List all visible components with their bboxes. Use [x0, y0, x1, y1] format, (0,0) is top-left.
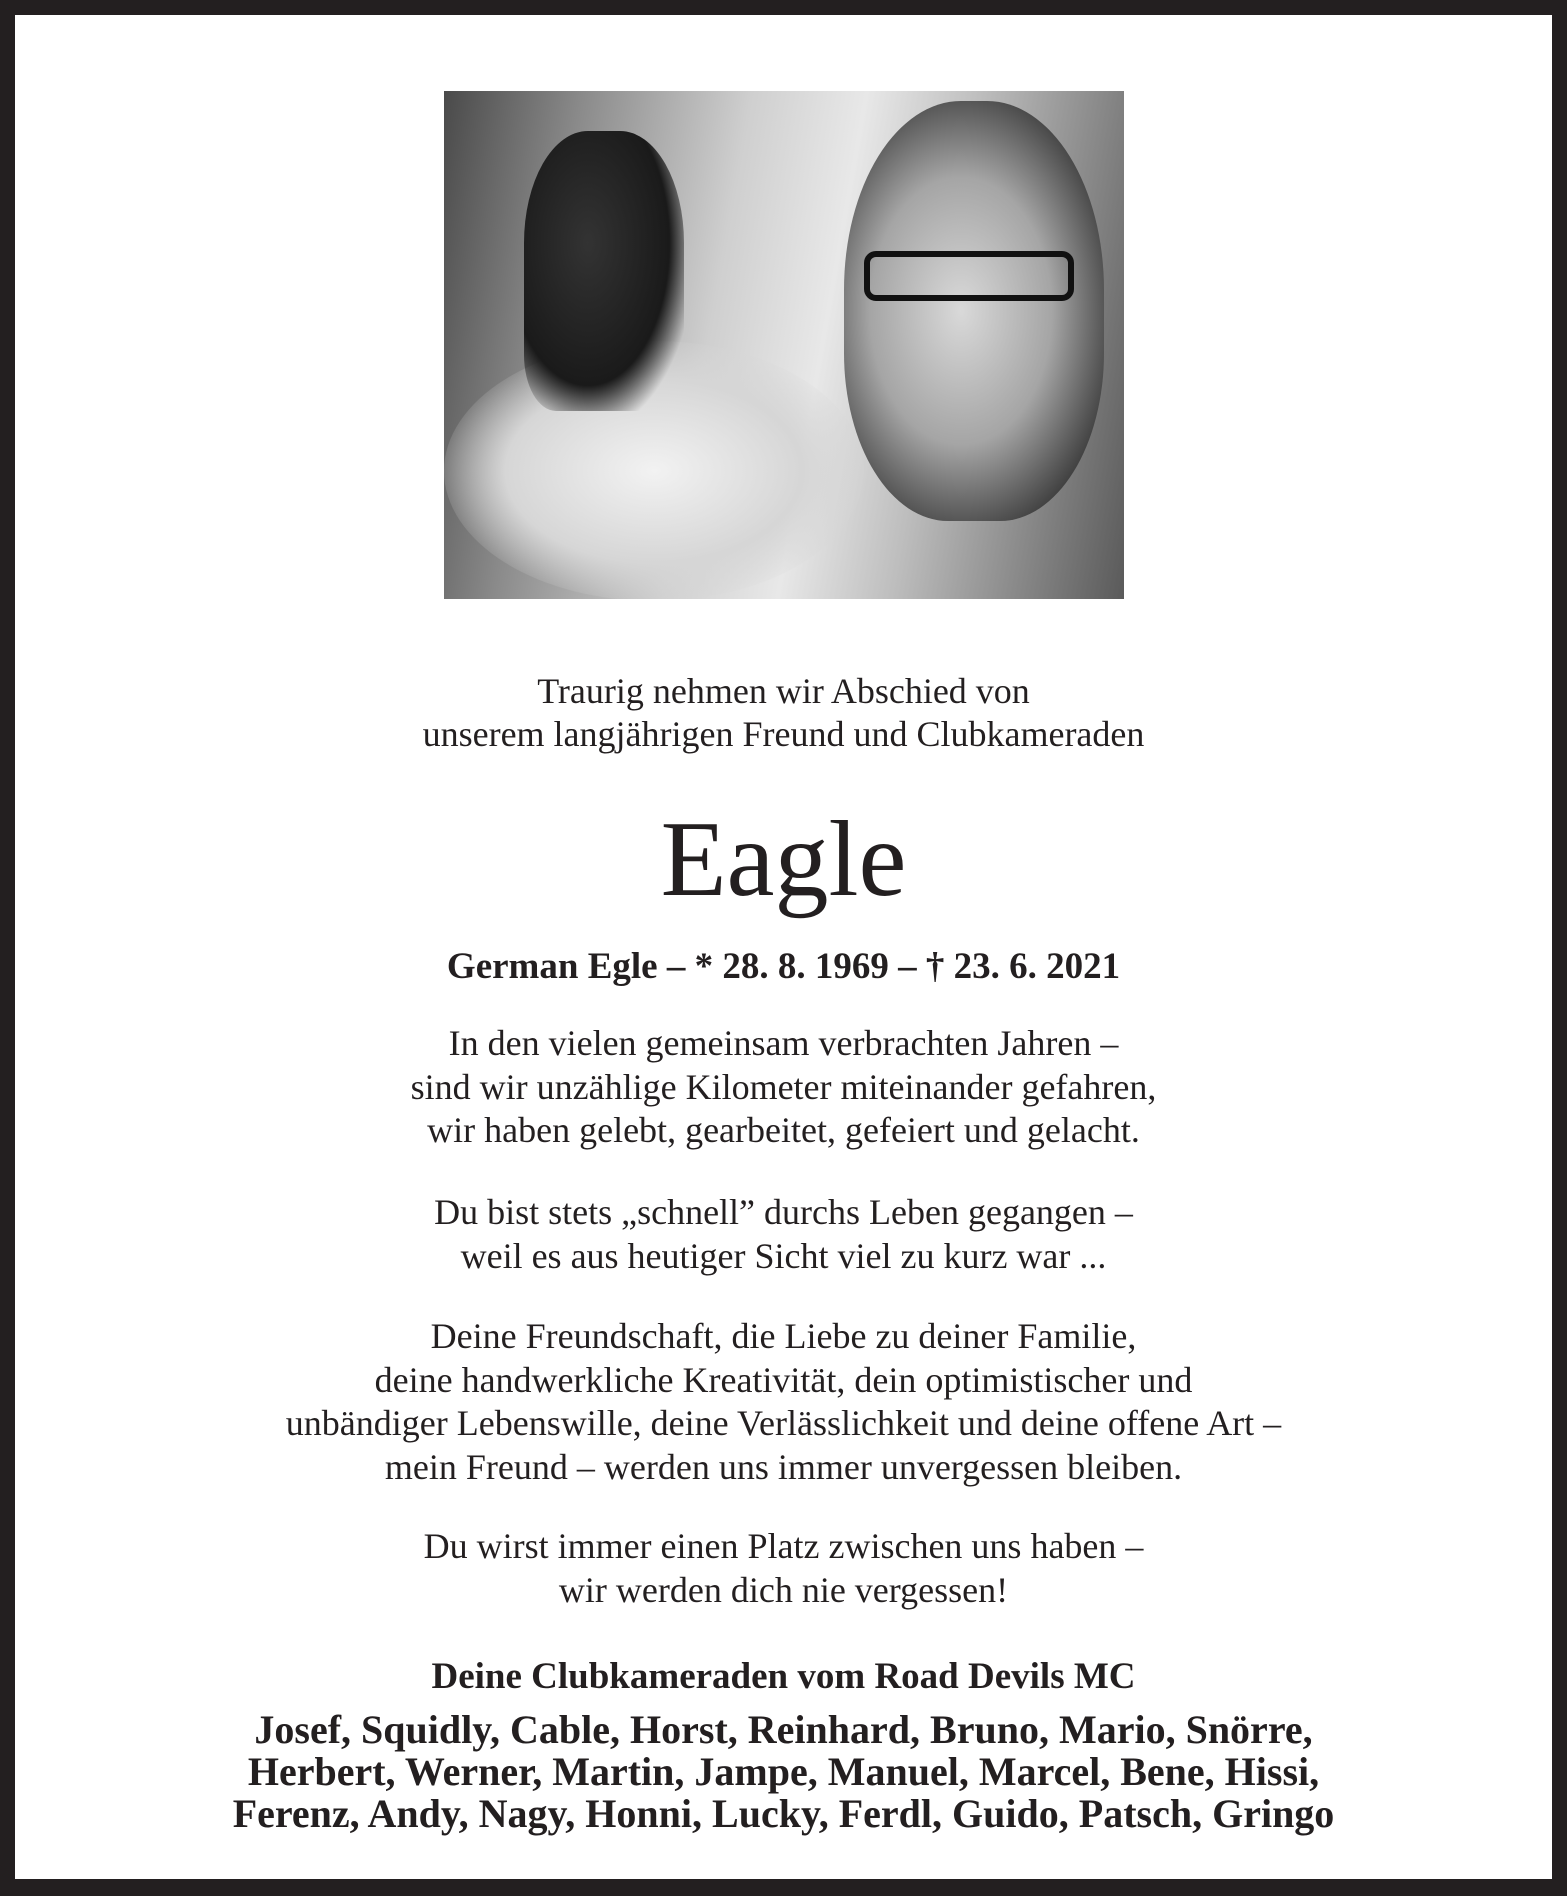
deceased-nickname: Eagle: [660, 800, 907, 919]
obituary-page: [15, 15, 1552, 1879]
signatory-names: [15, 1709, 1552, 1835]
glasses-shape: [864, 251, 1074, 301]
verse-line: In den vielen gemeinsam verbrachten Jahren –: [448, 1023, 1119, 1063]
verse-line: Du wirst immer einen Platz zwischen uns haben –: [423, 1526, 1144, 1566]
verse-line: mein Freund – werden uns immer unvergessen bleiben.: [384, 1446, 1183, 1487]
intro-text: [15, 670, 1552, 756]
intro-line: unserem langjährigen Freund und Clubkameraden: [422, 714, 1145, 754]
verse-line: Deine Freundschaft, die Liebe zu deiner Familie,: [430, 1316, 1137, 1356]
portrait-face-shape: [844, 101, 1104, 521]
names-line: Ferenz, Andy, Nagy, Honni, Lucky, Ferdl, Guido, Patsch, Gringo: [232, 1791, 1335, 1836]
deceased-name-dates: German Egle – * 28. 8. 1969 – † 23. 6. 2021: [446, 946, 1121, 987]
memorial-photo: [444, 91, 1124, 599]
verse-line: deine handwerkliche Kreativität, dein optimistischer und: [374, 1359, 1193, 1400]
names-line: Josef, Squidly, Cable, Horst, Reinhard, Bruno, Mario, Snörre,: [254, 1707, 1313, 1752]
stanza-3: [15, 1315, 1552, 1489]
verse-line: unbändiger Lebenswille, deine Verlässlichkeit und deine offene Art –: [285, 1403, 1282, 1443]
signature-heading: Deine Clubkameraden vom Road Devils MC: [431, 1656, 1136, 1697]
stanza-1: [15, 1022, 1552, 1153]
names-line: Herbert, Werner, Martin, Jampe, Manuel, Marcel, Bene, Hissi,: [247, 1749, 1320, 1794]
verse-line: wir haben gelebt, gearbeitet, gefeiert und gelacht.: [427, 1110, 1140, 1150]
verse-line: weil es aus heutiger Sicht viel zu kurz war ...: [460, 1235, 1107, 1276]
verse-line: sind wir unzählige Kilometer miteinander gefahren,: [410, 1066, 1157, 1107]
stanza-2: [15, 1191, 1552, 1278]
verse-line: wir werden dich nie vergessen!: [558, 1569, 1009, 1610]
verse-line: Du bist stets „schnell” durchs Leben gegangen –: [434, 1192, 1133, 1232]
stanza-4: [15, 1525, 1552, 1612]
intro-line: Traurig nehmen wir Abschied von: [537, 671, 1030, 711]
motorcycle-rider-shape: [524, 131, 684, 411]
